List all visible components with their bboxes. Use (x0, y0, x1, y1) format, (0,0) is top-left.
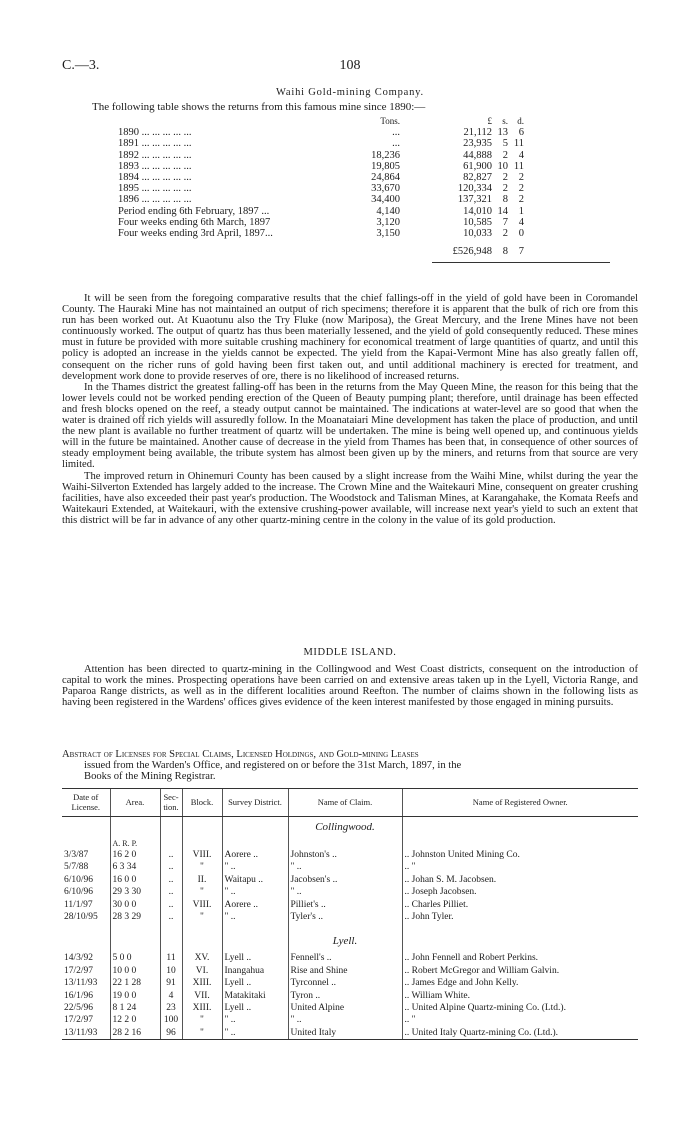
claim-area: 10 0 0 (110, 965, 160, 977)
district-group-name: Collingwood. (288, 817, 402, 839)
returns-pence: 4 (518, 149, 524, 161)
returns-period: 1890 ... ... ... ... ... (118, 127, 192, 139)
returns-shillings: 14 (497, 205, 508, 217)
group-blank-cell (62, 817, 110, 839)
claim-name: United Alpine (288, 1002, 402, 1014)
header-area: Area. (110, 789, 160, 817)
claim-name: Fennell's .. (288, 952, 402, 964)
returns-row (118, 183, 524, 194)
claim-area: 19 0 0 (110, 990, 160, 1002)
registered-owner: .. Johnston United Mining Co. (402, 849, 638, 861)
returns-tons: 19,805 (371, 160, 400, 172)
returns-pounds: 137,321 (457, 194, 492, 206)
returns-period: 1895 ... ... ... ... ... (118, 183, 192, 195)
returns-pounds: 10,033 (463, 228, 492, 240)
returns-pounds: 120,334 (457, 183, 492, 195)
middle-island-text (62, 664, 638, 708)
claim-name: Rise and Shine (288, 965, 402, 977)
returns-pence: 2 (518, 172, 524, 184)
returns-header-pence: d. (517, 116, 524, 126)
survey-district: Lyell .. (222, 977, 288, 989)
survey-district: " .. (222, 861, 288, 873)
header-section: Sec- tion. (160, 789, 182, 817)
claim-area: 6 3 34 (110, 861, 160, 873)
abstract-line-1: Abstract of Licenses for Special Claims, Licensed Holdings, and Gold-mining Leases (62, 749, 419, 760)
group-blank-cell (182, 931, 222, 952)
returns-row (118, 217, 524, 228)
district-group-row (62, 931, 638, 952)
survey-district: Lyell .. (222, 1002, 288, 1014)
page-number: 108 (339, 58, 361, 73)
registered-owner: .. " (402, 1014, 638, 1026)
claim-section: 23 (160, 1002, 182, 1014)
claim-section: 10 (160, 965, 182, 977)
header-district: Survey District. (222, 789, 288, 817)
claim-block: " (182, 911, 222, 923)
group-blank-cell (222, 931, 288, 952)
returns-row (118, 206, 524, 217)
group-spacer (62, 923, 638, 931)
returns-shillings: 13 (497, 127, 508, 139)
paragraph-thames: In the Thames district the greatest falling-off has been in the returns from the May Queen Mine, the reason for this being that the lower levels could not be worked pending erection of the Queen of Beauty pumping plant; therefore, until drainage has been effected and fresh blocks opened on the reef, a steady output cannot be maintained. The indications at water-level are so good that when the water is drained off rich yields will assuredly follow. In the Moanataiari Mine development has taken the place of production, and until the new plant is available no further treatment of quartz will be undertaken. The mine is being well opened up, and continuous yields will in the future be maintained. Another cause of decrease in the yield from Thames has been that, in consequence of other sources of steady employment being available, the tribute system has almost been given up by the miners, and returns from that source are very limited. (62, 381, 638, 471)
claim-name: Johnston's .. (288, 849, 402, 861)
survey-district: " .. (222, 886, 288, 898)
group-blank-cell (402, 931, 638, 952)
group-blank-cell (222, 817, 288, 839)
license-date: 5/7/88 (64, 862, 89, 873)
claim-section: .. (160, 874, 182, 886)
section-title: MIDDLE ISLAND. (303, 647, 397, 658)
survey-district: Matakitaki (222, 990, 288, 1002)
claims-header-row (62, 789, 638, 817)
claim-name: Tyrconnel .. (288, 977, 402, 989)
claim-block: " (182, 1014, 222, 1026)
claim-block: " (182, 861, 222, 873)
claim-name: Tyler's .. (288, 911, 402, 923)
spacer-cell (222, 923, 288, 931)
group-blank-cell (160, 931, 182, 952)
returns-header-blank (118, 116, 336, 127)
returns-tons: ... (392, 127, 400, 139)
district-group-row (62, 817, 638, 839)
returns-total-pounds: £526,948 (452, 246, 492, 258)
returns-tons: 3,150 (376, 228, 400, 240)
returns-pence: 1 (518, 205, 524, 217)
claim-area: 22 1 28 (110, 977, 160, 989)
returns-tons: ... (392, 138, 400, 150)
returns-period: 1891 ... ... ... ... ... (118, 138, 192, 150)
registered-owner: .. William White. (402, 990, 638, 1002)
returns-shillings: 2 (502, 149, 508, 161)
claim-name: Tyron .. (288, 990, 402, 1002)
claim-area: 8 1 24 (110, 1002, 160, 1014)
returns-pounds: 10,585 (463, 216, 492, 228)
claim-section: .. (160, 886, 182, 898)
units-blank-cell (222, 838, 288, 849)
returns-shillings: 5 (502, 138, 508, 150)
returns-total-shillings: 8 (502, 246, 508, 258)
claim-name: United Italy (288, 1027, 402, 1040)
table-row (62, 1002, 638, 1014)
claim-block: VI. (182, 965, 222, 977)
returns-row (118, 150, 524, 161)
claim-area: 30 0 0 (110, 899, 160, 911)
returns-pence: 2 (518, 194, 524, 206)
returns-title: Waihi Gold-mining Company. (276, 87, 424, 98)
returns-pence: 2 (518, 183, 524, 195)
claim-block: VIII. (182, 849, 222, 861)
group-blank-cell (110, 817, 160, 839)
report-reference: C.—3. (62, 58, 100, 73)
returns-pence: 11 (513, 138, 524, 150)
page-header (62, 58, 638, 78)
claims-table (62, 788, 638, 1040)
registered-owner: .. John Fennell and Robert Perkins. (402, 952, 638, 964)
claim-block: VII. (182, 990, 222, 1002)
survey-district: " .. (222, 911, 288, 923)
returns-period: 1896 ... ... ... ... ... (118, 194, 192, 206)
claim-section: .. (160, 861, 182, 873)
claim-name: " .. (288, 861, 402, 873)
returns-intro: The following table shows the returns from this famous mine since 1890:— (92, 101, 426, 113)
returns-total-tons-blank (336, 239, 400, 257)
returns-tons: 4,140 (376, 205, 400, 217)
returns-pounds: 14,010 (463, 205, 492, 217)
returns-pounds: 44,888 (463, 149, 492, 161)
returns-header-shillings: s. (502, 116, 508, 126)
units-blank-cell (160, 838, 182, 849)
returns-header-row (118, 116, 524, 127)
license-date: 28/10/95 (64, 912, 98, 923)
survey-district: Waitapu .. (222, 874, 288, 886)
registered-owner: .. Robert McGregor and William Galvin. (402, 965, 638, 977)
returns-row (118, 127, 524, 138)
header-owner: Name of Registered Owner. (402, 789, 638, 817)
paragraph-ohinemuri: The improved return in Ohinemuri County has been caused by a slight increase from the Waihi Mine, whilst during the year the Waihi-Silverton Extended has largely added to the increase. The Crown Mine and the Waitekauri Mine, consequent on greater crushing facilities, have also exceeded their past year's production. The Woodstock and Talisman Mines, at Karangahake, the Komata Reefs and Waitekauri Extended, at Waitekauri, with the extensive crushing-power available, will increase next year's yield to such an extent that this district will be far in advance of any other quartz-mining centre in the colony in the value of its gold production. (62, 470, 638, 526)
claim-area: 5 0 0 (110, 952, 160, 964)
group-blank-cell (160, 817, 182, 839)
group-blank-cell (62, 931, 110, 952)
claim-area: 28 2 16 (110, 1027, 160, 1040)
table-row (62, 849, 638, 861)
table-row (62, 886, 638, 898)
license-date: 14/3/92 (64, 953, 94, 964)
claim-name: Pilliet's .. (288, 899, 402, 911)
spacer-cell (110, 923, 160, 931)
license-date: 22/5/96 (64, 1003, 94, 1014)
returns-tons: 3,120 (376, 216, 400, 228)
claim-section: 91 (160, 977, 182, 989)
returns-pence: 6 (518, 127, 524, 139)
registered-owner: .. United Alpine Quartz-mining Co. (Ltd.). (402, 1002, 638, 1014)
claim-area: 12 2 0 (110, 1014, 160, 1026)
returns-pence: 4 (518, 216, 524, 228)
survey-district: Aorere .. (222, 899, 288, 911)
registered-owner: .. Joseph Jacobsen. (402, 886, 638, 898)
group-blank-cell (110, 931, 160, 952)
returns-period: 1894 ... ... ... ... ... (118, 172, 192, 184)
spacer-cell (182, 923, 222, 931)
claim-block: XV. (182, 952, 222, 964)
registered-owner: .. James Edge and John Kelly. (402, 977, 638, 989)
returns-period: Four weeks ending 3rd April, 1897... (118, 228, 273, 240)
table-row (62, 911, 638, 923)
table-row (62, 861, 638, 873)
spacer-cell (160, 923, 182, 931)
returns-shillings: 8 (502, 194, 508, 206)
returns-shillings: 2 (502, 172, 508, 184)
claim-section: 100 (160, 1014, 182, 1026)
registered-owner: .. Charles Pilliet. (402, 899, 638, 911)
returns-period: Four weeks ending 6th March, 1897 (118, 216, 271, 228)
registered-owner: .. " (402, 861, 638, 873)
registered-owner: .. John Tyler. (402, 911, 638, 923)
claim-area: 28 3 29 (110, 911, 160, 923)
license-date: 6/10/96 (64, 874, 94, 885)
license-date: 6/10/96 (64, 887, 94, 898)
license-date: 17/2/97 (64, 965, 94, 976)
returns-tons: 18,236 (371, 149, 400, 161)
returns-tons: 24,864 (371, 172, 400, 184)
table-row (62, 965, 638, 977)
abstract-line-2: issued from the Warden's Office, and registered on or before the 31st March, 1897, in the (84, 760, 462, 772)
returns-tons: 34,400 (371, 194, 400, 206)
registered-owner: .. Johan S. M. Jacobsen. (402, 874, 638, 886)
returns-header-tons: Tons. (380, 116, 400, 126)
returns-period: Period ending 6th February, 1897 ... (118, 205, 270, 217)
claim-section: .. (160, 899, 182, 911)
returns-pounds: 23,935 (463, 138, 492, 150)
returns-pounds: 61,900 (463, 160, 492, 172)
units-blank-cell (182, 838, 222, 849)
table-row (62, 1027, 638, 1040)
district-group-name: Lyell. (288, 931, 402, 952)
license-date: 11/1/97 (64, 899, 93, 910)
area-units: A. R. P. (110, 838, 160, 849)
table-row (62, 990, 638, 1002)
returns-row (118, 194, 524, 205)
table-row (62, 977, 638, 989)
claim-section: .. (160, 849, 182, 861)
claim-block: VIII. (182, 899, 222, 911)
returns-total-pence: 7 (518, 246, 524, 258)
survey-district: " .. (222, 1027, 288, 1040)
table-row (62, 952, 638, 964)
claim-section: .. (160, 911, 182, 923)
spacer-cell (288, 923, 402, 931)
claim-area: 16 2 0 (110, 849, 160, 861)
claim-name: " .. (288, 1014, 402, 1026)
header-date: Date of License. (62, 789, 110, 817)
units-blank-cell (62, 838, 110, 849)
survey-district: Aorere .. (222, 849, 288, 861)
table-row (62, 899, 638, 911)
returns-shillings: 10 (497, 160, 508, 172)
license-date: 13/11/93 (62, 1027, 110, 1040)
spacer-cell (402, 923, 638, 931)
abstract-heading (62, 749, 638, 782)
returns-pounds: 82,827 (463, 172, 492, 184)
claim-area: 16 0 0 (110, 874, 160, 886)
units-blank-cell (288, 838, 402, 849)
abstract-line-3: Books of the Mining Registrar. (84, 771, 216, 783)
survey-district: Inangahua (222, 965, 288, 977)
header-block: Block. (182, 789, 222, 817)
claim-block: XIII. (182, 977, 222, 989)
claim-block: XIII. (182, 1002, 222, 1014)
claim-name: Jacobsen's .. (288, 874, 402, 886)
total-rule (432, 262, 610, 263)
returns-shillings: 7 (502, 216, 508, 228)
returns-header-pounds: £ (487, 116, 492, 126)
license-date: 17/2/97 (64, 1015, 94, 1026)
claim-block: II. (182, 874, 222, 886)
returns-total-blank (118, 239, 336, 257)
group-blank-cell (182, 817, 222, 839)
units-blank-cell (402, 838, 638, 849)
spacer-cell (62, 923, 110, 931)
survey-district: " .. (222, 1014, 288, 1026)
returns-period: 1892 ... ... ... ... ... (118, 149, 192, 161)
license-date: 13/11/93 (64, 978, 98, 989)
returns-table (118, 116, 524, 257)
claim-area: 29 3 30 (110, 886, 160, 898)
paragraph-middle-island: Attention has been directed to quartz-mining in the Collingwood and West Coast districts, consequent on the introduction of capital to work the mines. Prospecting operations have been carried on and extensive areas taken up in the Lyell, Victoria Range, and Paparoa Range districts, as well as in the different localities around Reefton. The number of claims shown in the following lists as having been registered in the Wardens' offices gives evidence of the keen interest manifested by those engaged in mining pursuits. (62, 664, 638, 709)
table-row (62, 1014, 638, 1026)
returns-row (118, 138, 524, 149)
returns-row (118, 228, 524, 239)
returns-period: 1893 ... ... ... ... ... (118, 160, 192, 172)
registered-owner: .. United Italy Quartz-mining Co. (Ltd.). (402, 1027, 638, 1040)
returns-shillings: 2 (502, 228, 508, 240)
table-row (62, 874, 638, 886)
claim-name: " .. (288, 886, 402, 898)
area-units-row (62, 838, 638, 849)
claim-section: 4 (160, 990, 182, 1002)
paragraph-coromandel: It will be seen from the foregoing comparative results that the chief fallings-off in the yield of gold have been in Coromandel County. The Hauraki Mine has not maintained an output of rich specimens; therefore it is apparent that the bulk of rich ore from this run has been worked out. At Kuaotunu also the Try Fluke (now Mariposa), the Great Mercury, and the Irene Mines have not been continuously worked. The output of quartz has thus been materially lessened, and the yield of gold consequently reduced. These mines must in future be provided with more suitable crushing machinery for economical treatment of large quantities of quartz, and until this policy is adopted an increase in the yields cannot be expected. The yield from the Kapai-Vermont Mine has also greatly fallen off, consequent on the richer runs of gold having been first taken out, and until additional machinery is erected for treatment, and development work done to provide reserves of ore, there is no likelihood of increased returns. (62, 293, 638, 382)
returns-row (118, 161, 524, 172)
returns-pence: 0 (518, 228, 524, 240)
returns-pounds: 21,112 (463, 127, 492, 139)
license-date: 16/1/96 (64, 990, 94, 1001)
group-blank-cell (402, 817, 638, 839)
claim-section: 11 (160, 952, 182, 964)
body-text (62, 293, 638, 526)
claim-block: " (182, 1027, 222, 1040)
license-date: 3/3/87 (64, 850, 89, 860)
returns-tons: 33,670 (371, 183, 400, 195)
survey-district: Lyell .. (222, 952, 288, 964)
returns-shillings: 2 (502, 183, 508, 195)
returns-pence: 11 (513, 160, 524, 172)
claim-block: " (182, 886, 222, 898)
claim-section: 96 (160, 1027, 182, 1040)
returns-total-row (118, 239, 524, 257)
header-claim: Name of Claim. (288, 789, 402, 817)
returns-row (118, 172, 524, 183)
